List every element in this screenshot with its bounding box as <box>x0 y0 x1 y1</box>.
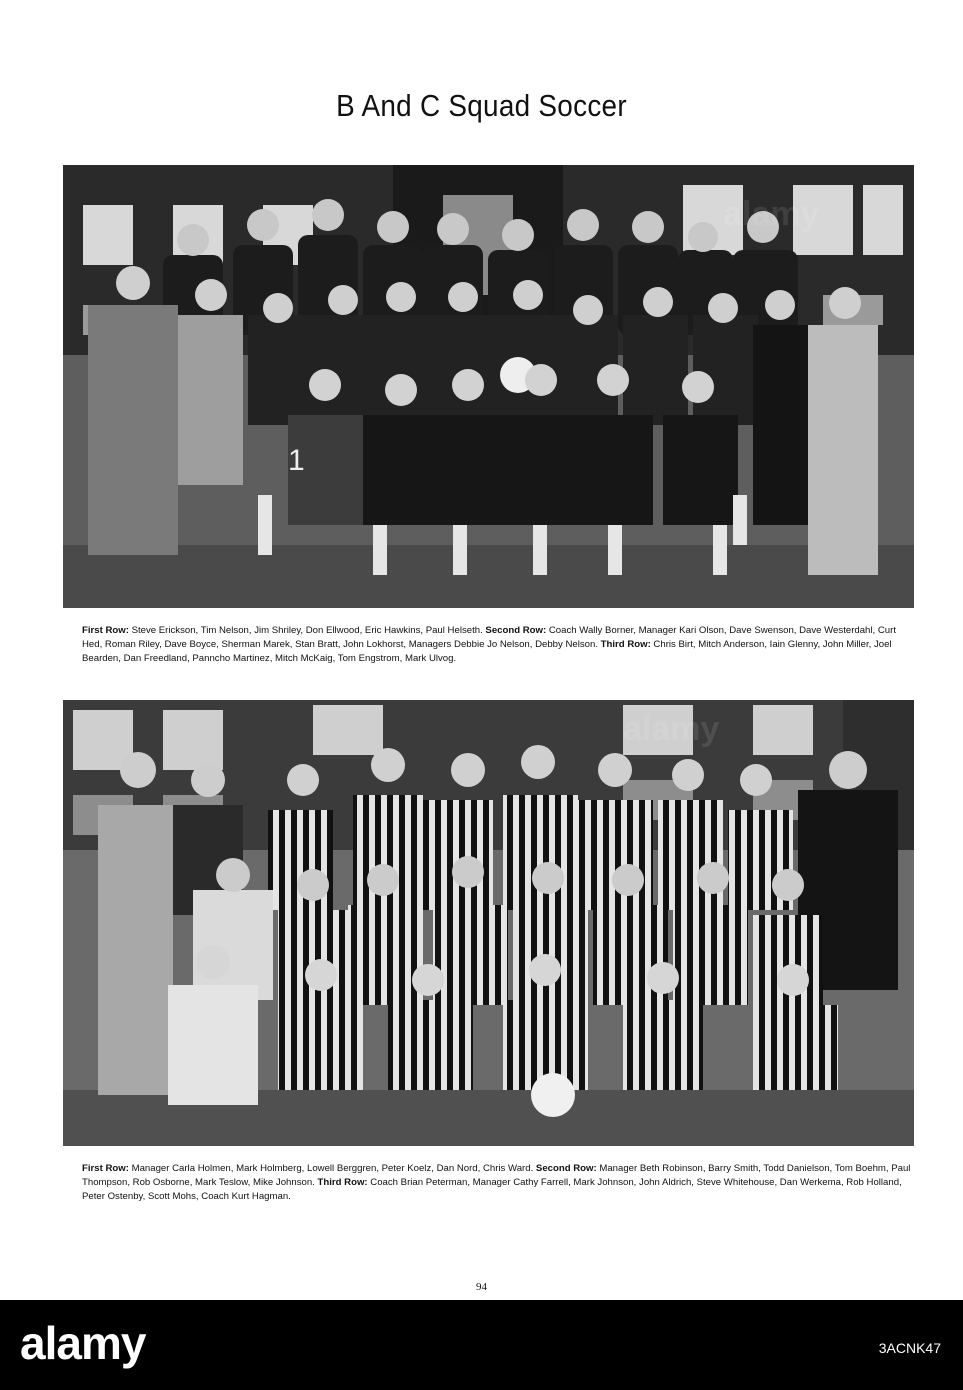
caption-row-label: First Row: <box>82 625 129 636</box>
page-title: B And C Squad Soccer <box>336 88 627 123</box>
team-photo-1 <box>63 165 914 608</box>
team-photo-1-caption <box>82 624 917 666</box>
team-photo-2-caption <box>82 1162 917 1204</box>
team-photo-1-image <box>63 165 914 608</box>
svg-text:alamy: alamy <box>623 710 720 748</box>
caption-row-names: Chris Birt, Mitch Anderson, Iain Glenny, John Miller, Joel Bearden, Dan Freedland, Panncho Martinez, Mitch McKaig, Tom Engstrom, Mark Ulvog. <box>82 639 892 664</box>
caption-row-label: Second Row: <box>535 1163 597 1174</box>
team-photo-2-image <box>63 700 914 1146</box>
svg-text:1: 1 <box>288 444 305 477</box>
stock-image-id: 3ACNK47 <box>878 1340 941 1356</box>
caption-row-names: Steve Erickson, Tim Nelson, Jim Shriley, Don Ellwood, Eric Hawkins, Paul Helseth. <box>128 625 486 636</box>
caption-row-label: First Row: <box>82 1163 129 1174</box>
caption-row-names: Coach Wally Borner, Manager Kari Olson, Dave Swenson, Dave Westerdahl, Curt Hed, Roman Riley, Dave Boyce, Sherman Marek, Stan Bratt, John Lokhorst, Managers Debbie Jo Nelson, Debby Nelson. <box>82 625 896 650</box>
caption-row-names: Manager Beth Robinson, Barry Smith, Todd Danielson, Tom Boehm, Paul Thompson, Rob Osborne, Mark Teslow, Mike Johnson. <box>82 1163 911 1188</box>
caption-row-label: Second Row: <box>485 625 547 636</box>
svg-text:alamy: alamy <box>723 195 820 233</box>
team-photo-2 <box>63 700 914 1146</box>
caption-row-names: Manager Carla Holmen, Mark Holmberg, Lowell Berggren, Peter Koelz, Dan Nord, Chris Ward. <box>128 1163 536 1174</box>
caption-row-label: Third Row: <box>600 639 651 650</box>
watermark-logo: alamy <box>20 1317 146 1369</box>
caption-row-names: Coach Brian Peterman, Manager Cathy Farrell, Mark Johnson, John Aldrich, Steve Whitehouse, Dan Werkema, Rob Holland, Peter Ostenby, Scott Mohs, Coach Kurt Hagman. <box>82 1177 902 1202</box>
caption-row-label: Third Row: <box>317 1177 368 1188</box>
page-number: 94 <box>476 1281 487 1293</box>
